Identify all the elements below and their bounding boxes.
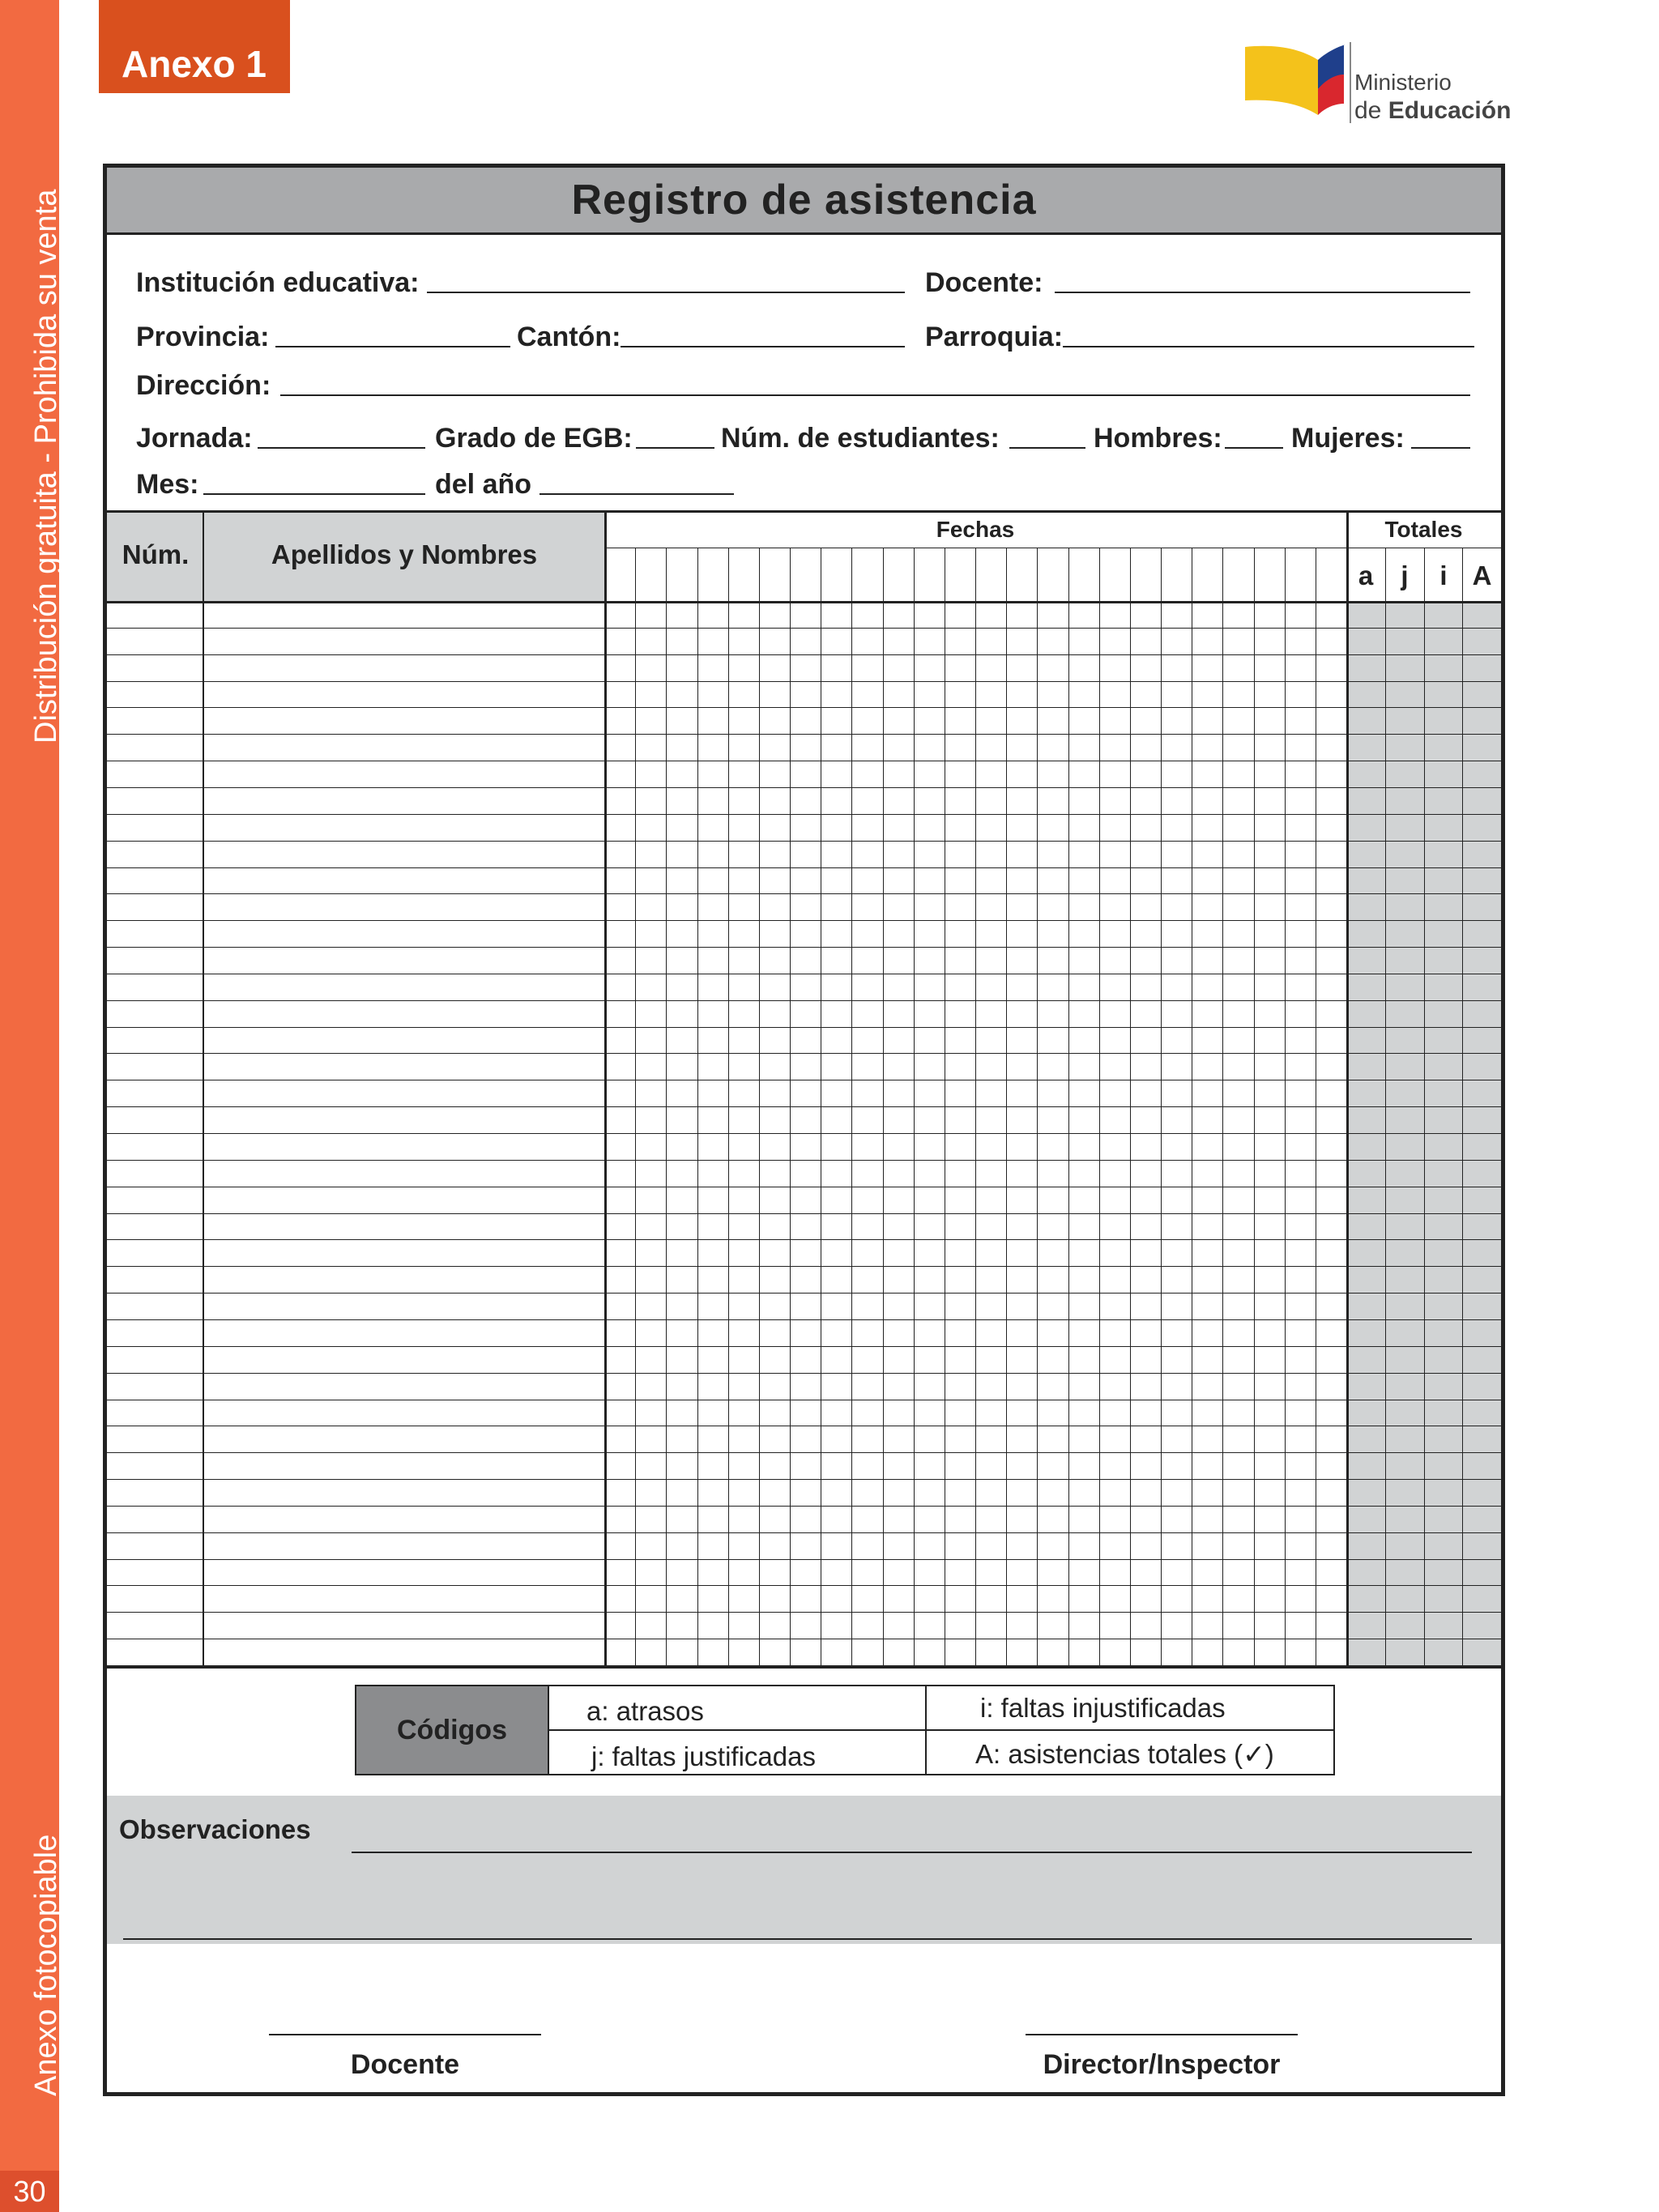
field-observaciones-1[interactable]: [352, 1852, 1472, 1853]
codes-divider: [548, 1729, 1335, 1731]
label-num-estudiantes: Núm. de estudiantes:: [721, 423, 1000, 454]
code-A: A: asistencias totales (✓): [975, 1739, 1274, 1769]
table-row-line: [107, 1239, 1501, 1240]
field-hombres[interactable]: [1225, 447, 1283, 449]
signature-line-director[interactable]: [1026, 2034, 1298, 2035]
field-parroquia[interactable]: [1063, 346, 1474, 347]
label-canton: Cantón:: [517, 322, 621, 352]
field-direccion[interactable]: [280, 394, 1470, 396]
observaciones-box: [107, 1796, 1501, 1944]
table-row-line: [107, 920, 1501, 921]
code-j: j: faltas justificadas: [591, 1741, 816, 1771]
header-totales: Totales: [1384, 517, 1463, 542]
table-row-line: [107, 814, 1501, 815]
form-title: Registro de asistencia: [107, 168, 1501, 235]
table-row-line: [107, 1027, 1501, 1028]
table-row-line: [107, 947, 1501, 948]
field-mujeres[interactable]: [1411, 447, 1470, 449]
table-row-line: [107, 893, 1501, 894]
table-row-line: [107, 1532, 1501, 1533]
table-header-bottom: [107, 601, 1501, 603]
table-row-line: [107, 628, 1501, 629]
field-anio[interactable]: [539, 493, 734, 495]
codes-label: Códigos: [356, 1686, 548, 1774]
field-institucion[interactable]: [427, 292, 905, 293]
table-row-line: [107, 1452, 1501, 1453]
table-row-line: [107, 654, 1501, 655]
code-a: a: atrasos: [586, 1696, 704, 1726]
table-row-line: [107, 1373, 1501, 1374]
label-provincia: Provincia:: [136, 322, 270, 352]
table-row-line: [107, 867, 1501, 868]
side-distribution-text: Distribución gratuita - Prohibida su venta: [29, 189, 63, 744]
table-row-line: [107, 841, 1501, 842]
field-observaciones-2[interactable]: [123, 1938, 1472, 1940]
table-row-line: [107, 1266, 1501, 1267]
table-row-line: [107, 1319, 1501, 1320]
table-row-line: [107, 1506, 1501, 1507]
col-divider-names: [604, 510, 607, 1665]
code-i: i: faltas injustificadas: [980, 1693, 1226, 1723]
table-row-line: [107, 787, 1501, 788]
field-num-estudiantes[interactable]: [1009, 447, 1085, 449]
label-parroquia: Parroquia:: [925, 322, 1064, 352]
label-grado: Grado de EGB:: [435, 423, 633, 454]
header-num: Núm.: [122, 539, 190, 569]
signature-line-docente[interactable]: [269, 2034, 541, 2035]
table-row-line: [107, 1293, 1501, 1294]
table-row-line: [107, 1053, 1501, 1054]
page-number: 30: [0, 2171, 59, 2212]
field-docente[interactable]: [1055, 292, 1470, 293]
logo-text-educacion: de Educación: [1354, 97, 1512, 124]
table-row-line: [107, 734, 1501, 735]
table-row-line: [107, 1559, 1501, 1560]
field-canton[interactable]: [621, 346, 905, 347]
header-names: Apellidos y Nombres: [271, 539, 538, 569]
label-anio: del año: [435, 469, 532, 500]
header-total-i: i: [1439, 560, 1448, 590]
label-docente: Docente:: [925, 267, 1043, 298]
header-fechas: Fechas: [936, 517, 1015, 542]
label-mujeres: Mujeres:: [1291, 423, 1405, 454]
table-row-line: [107, 1000, 1501, 1001]
label-observaciones: Observaciones: [119, 1814, 311, 1844]
field-grado[interactable]: [636, 447, 714, 449]
header-total-A: A: [1472, 560, 1492, 590]
table-row-line: [107, 1213, 1501, 1214]
logo-flag-yellow: [1245, 46, 1318, 115]
table-row-line: [107, 1160, 1501, 1161]
header-total-a: a: [1358, 560, 1374, 590]
table-row-line: [107, 1585, 1501, 1586]
table-top-border: [107, 510, 1501, 513]
label-mes: Mes:: [136, 469, 199, 500]
label-direccion: Dirección:: [136, 370, 271, 401]
side-annex-text: Anexo fotocopiable: [29, 1834, 63, 2096]
col-divider-dates: [1346, 510, 1349, 1665]
field-mes[interactable]: [203, 493, 425, 495]
side-strip: [0, 0, 63, 2212]
table-row-line: [107, 1106, 1501, 1107]
field-provincia[interactable]: [275, 346, 510, 347]
table-row-line: [107, 681, 1501, 682]
signature-docente: Docente: [350, 2049, 460, 2080]
col-divider-num: [203, 510, 204, 1665]
table-row-line: [107, 707, 1501, 708]
signature-director: Director/Inspector: [1043, 2049, 1281, 2080]
table-row-line: [107, 1346, 1501, 1347]
field-jornada[interactable]: [258, 447, 425, 449]
table-row-line: [107, 1133, 1501, 1134]
table-row-line: [107, 1479, 1501, 1480]
table-bottom-border: [107, 1665, 1501, 1669]
annex-tab: Anexo 1: [99, 0, 290, 93]
header-total-j: j: [1401, 560, 1409, 590]
label-hombres: Hombres:: [1094, 423, 1222, 454]
label-institucion: Institución educativa:: [136, 267, 420, 298]
logo-text-ministerio: Ministerio: [1354, 70, 1452, 95]
table-row-line: [107, 1612, 1501, 1613]
label-jornada: Jornada:: [136, 423, 253, 454]
